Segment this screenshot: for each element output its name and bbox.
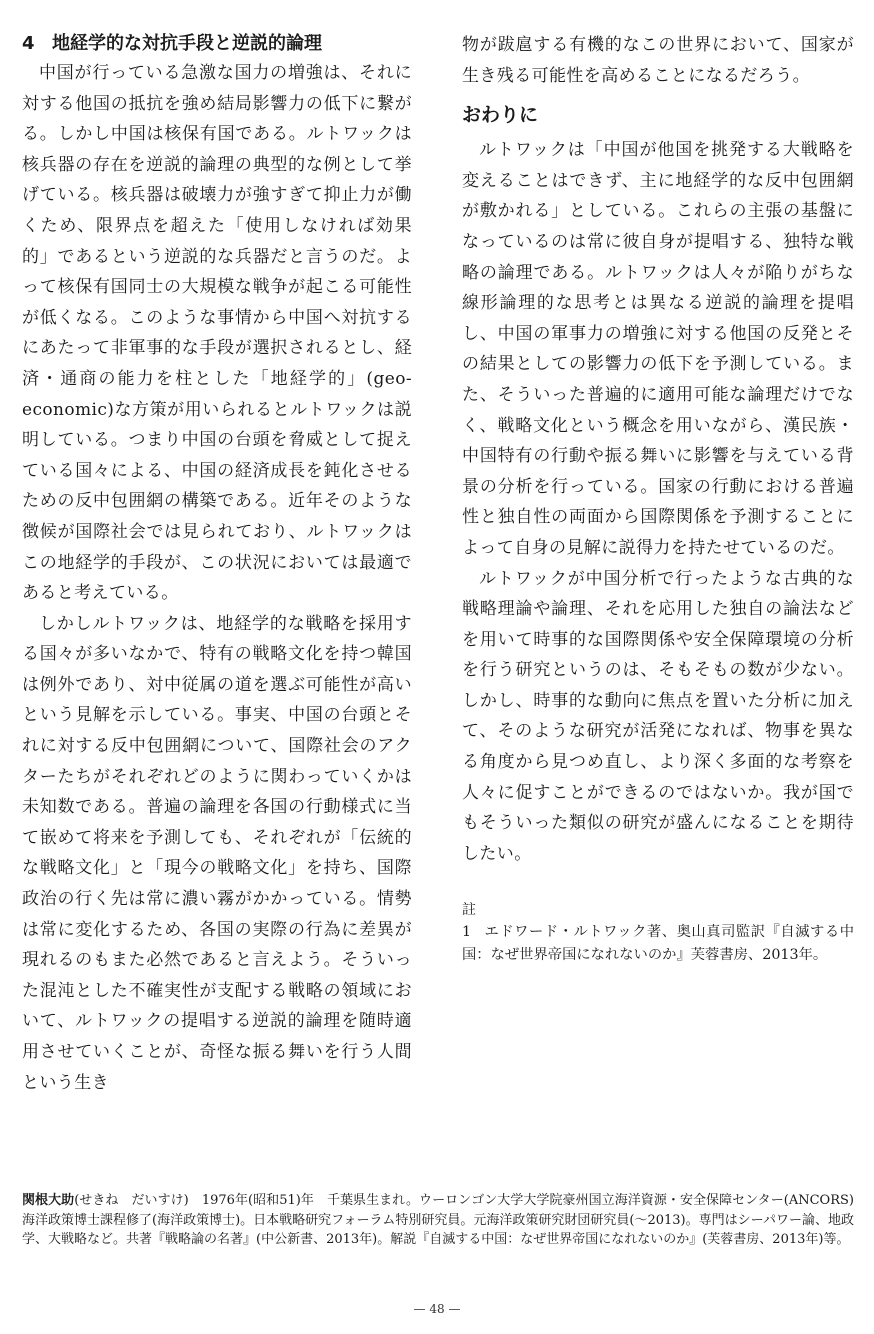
footnote [462,921,854,967]
body-paragraph: ルトワックは「中国が他国を挑発する大戦略を変えることはできず、主に地経学的な反中包囲網が敷かれる」としている。これらの主張の基盤になっているのは常に彼自身が提唱する、独特な戦略の論理である。ルトワックは人々が陥りがちな線形論理的な思考とは異なる逆説的論理を提唱し、中国の軍事力の増強に対する他国の反発とその結果としての影響力の低下を予測している。また、そういった普遍的に適用可能な論理だけでなく、戦略文化という概念を用いながら、漢民族・中国特有の行動や振る舞いに影響を与えている背景の分析を行っている。国家の行動における普遍性と独自性の両面から国際関係を予測することによって自身の見解に説得力を持たせているのだ。 [462,140,854,558]
notes-label: 註 [462,902,476,919]
conclusion-heading: おわりに [462,104,539,127]
footnote-text: エドワード・ルトワック著、奥山真司監訳『自滅する中国：なぜ世界帝国になれないのか』芙蓉書房、2013年。 [462,924,854,964]
section-number: 4 [22,33,35,54]
body-paragraph: しかしルトワックは、地経学的な戦略を採用する国々が多いなかで、特有の戦略文化を持つ韓国は例外であり、対中従属の道を選ぶ可能性が高いという見解を示している。事実、中国の台頭とそれに対する反中包囲網について、国際社会のアクターたちがそれぞれどのように関わっていくかは未知数である。普遍の論理を各国の行動様式に当て嵌めて将来を予測しても、それぞれが「伝統的な戦略文化」と「現今の戦略文化」を持ち、国際政治の行く先は常に濃い霧がかかっている。情勢は常に変化するため、各国の実際の行為に差異が現れるのもまた必然であると言えよう。そういった混沌とした不確実性が支配する戦略の領域において、ルトワックの提唱する逆説的論理を随時適用させていくことが、奇怪な振る舞いを行う人間という生き [22,613,412,1093]
body-paragraph: ルトワックが中国分析で行ったような古典的な戦略理論や論理、それを応用した独自の論法などを用いて時事的な国際関係や安全保障環境の分析を行う研究というのは、そもそもの数が少ない。しかし、時事的な動向に焦点を置いた分析に加えて、そのような研究が活発になれば、物事を異なる角度から見つめ直し、より深く多面的な考察を人々に促すことができるのではないか。我が国でもそういった類似の研究が盛んになることを期待したい。 [462,568,854,864]
body-paragraph: 中国が行っている急激な国力の増強は、それに対する他国の抵抗を強め結局影響力の低下に繋がる。しかし中国は核保有国である。ルトワックは核兵器の存在を逆説的論理の典型的な例として挙げている。核兵器は破壊力が強すぎて抑止力が働くため、限界点を超えた「使用しなければ効果的」であるという逆説的な兵器だと言うのだ。よって核保有国同士の大規模な戦争が起こる可能性が低くなる。このような事情から中国へ対抗するにあたって非軍事的な手段が選択されるとし、経済・通商の能力を柱とした「地経学的」(geo-economic)な方策が用いられるとルトワックは説明している。つまり中国の台頭を脅威として捉えている国々による、中国の経済成長を鈍化させるための反中包囲網の構築である。近年そのような徴候が国際社会では見られており、ルトワックはこの地経学的手段が、この状況においては最適であると考えている。 [22,63,412,604]
right-column [462,30,854,967]
section-4-heading [22,30,412,58]
author-name: 関根大助 [22,1193,75,1208]
body-paragraph-continued: 物が跋扈する有機的なこの世界において、国家が生き残る可能性を高めることになるだろう。 [462,35,854,86]
left-column [22,30,412,1098]
footnote-number: 1 [462,924,472,941]
author-bio-text: (せきね だいすけ) 1976年(昭和51)年 千葉県生まれ。ウーロンゴン大学大学院豪州国立海洋資源・安全保障センター(ANCORS)海洋政策博士課程修了(海洋政策博士)。日本戦略研究フォーラム特別研究員。元海洋政策研究財団研究員(〜2013)。専門はシーパワー論、地政学、大戦略など。共著『戦略論の名著』(中公新書、2013年)。解説『自滅する中国：なぜ世界帝国になれないのか』(芙蓉書房、2013年)等。 [22,1193,854,1247]
page-number: — 48 — [413,1302,461,1316]
author-bio [22,1191,854,1250]
section-title: 地経学的な対抗手段と逆説的論理 [52,33,322,54]
